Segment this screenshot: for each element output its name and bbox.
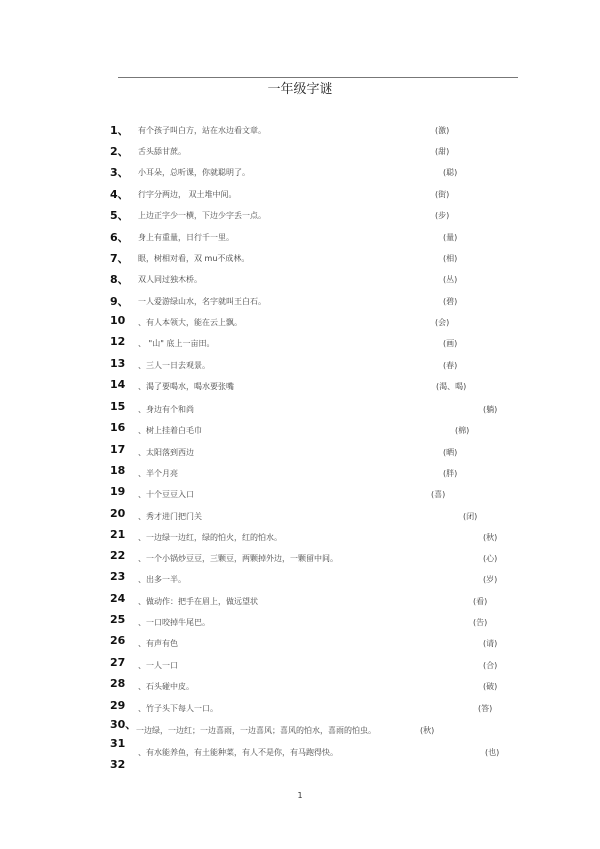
riddle-answer: (也) xyxy=(485,748,500,757)
riddle-row xyxy=(0,421,600,441)
riddle-row xyxy=(0,164,600,184)
riddle-text: 行字分两边， 双土堆中间。 xyxy=(138,190,237,199)
riddle-text: 、三人一日去观景。 xyxy=(138,361,210,370)
riddle-answer: (量) xyxy=(443,233,458,242)
riddle-number: 28 xyxy=(110,677,126,690)
riddle-text: 小耳朵，总听课，你就聪明了。 xyxy=(138,168,250,177)
riddle-number: 27 xyxy=(110,656,126,669)
riddle-answer: (秋) xyxy=(420,726,435,735)
riddle-row xyxy=(0,570,600,590)
riddle-row xyxy=(0,357,600,377)
riddle-text: 舌头舔甘蔗。 xyxy=(138,147,186,156)
riddle-answer: (请) xyxy=(483,639,498,648)
riddle-answer: (渴、喝) xyxy=(436,382,467,391)
riddle-row xyxy=(0,716,600,736)
riddle-text: 一边绿，一边红；一边喜雨，一边喜风；喜风的怕水，喜雨的怕虫。 xyxy=(136,726,376,735)
riddle-number: 6、 xyxy=(110,231,129,244)
riddle-text: 、出多一半。 xyxy=(138,575,186,584)
riddle-row xyxy=(0,186,600,206)
riddle-row xyxy=(0,592,600,612)
riddle-answer: (相) xyxy=(443,254,458,263)
riddle-text: 、有声有色 xyxy=(138,639,178,648)
riddle-answer: (岁) xyxy=(483,575,498,584)
page-number: 1 xyxy=(297,791,303,800)
riddle-row xyxy=(0,507,600,527)
riddle-text: 、十个豆豆入口 xyxy=(138,490,194,499)
riddle-number: 5、 xyxy=(110,209,129,222)
riddle-number: 14 xyxy=(110,378,126,391)
riddle-answer: (画) xyxy=(443,339,458,348)
riddle-number: 10 xyxy=(110,314,126,327)
riddle-row xyxy=(0,549,600,569)
page-title: 一年级字谜 xyxy=(267,82,333,97)
riddle-number: 25 xyxy=(110,613,126,626)
riddle-row xyxy=(0,250,600,270)
riddle-number: 7、 xyxy=(110,252,129,265)
riddle-number: 17 xyxy=(110,443,126,456)
riddle-number: 19 xyxy=(110,485,126,498)
riddle-answer: (街) xyxy=(435,190,450,199)
riddle-answer: (秋) xyxy=(483,533,498,542)
riddle-number: 13 xyxy=(110,357,126,370)
riddle-text: 、身边有个和尚 xyxy=(138,405,194,414)
riddle-text: 上边正字少一横，下边少字丢一点。 xyxy=(138,211,266,220)
riddle-number: 20 xyxy=(110,507,126,520)
riddle-answer: (晒) xyxy=(443,448,458,457)
riddle-text: 双人同过独木桥。 xyxy=(138,275,202,284)
riddle-row xyxy=(0,634,600,654)
riddle-answer: (躺) xyxy=(483,405,498,414)
riddle-number: 32 xyxy=(110,758,126,771)
riddle-text: 一人爱游绿山水，名字就叫王白石。 xyxy=(138,297,266,306)
riddle-row xyxy=(0,613,600,633)
riddle-row xyxy=(0,677,600,697)
riddle-answer: (聪) xyxy=(443,168,458,177)
riddle-text: 、半个月亮 xyxy=(138,469,178,478)
riddle-row xyxy=(0,758,600,778)
riddle-row xyxy=(0,443,600,463)
riddle-row xyxy=(0,335,600,355)
riddle-answer: (心) xyxy=(483,554,498,563)
riddle-row xyxy=(0,229,600,249)
riddle-answer: (棉) xyxy=(455,426,470,435)
riddle-answer: (告) xyxy=(473,618,488,627)
riddle-answer: (喜) xyxy=(431,490,446,499)
riddle-number: 26 xyxy=(110,634,126,647)
riddle-row xyxy=(0,737,600,757)
riddle-text: 、秀才进门把门关 xyxy=(138,512,202,521)
riddle-text: 眼，树相对看，双 mu不成林。 xyxy=(138,254,250,263)
riddle-answer: (春) xyxy=(443,361,458,370)
riddle-answer: (会) xyxy=(435,318,450,327)
riddle-number: 15 xyxy=(110,400,126,413)
riddle-number: 16 xyxy=(110,421,126,434)
riddle-text: 、做动作：把手在眉上，做远望状 xyxy=(138,597,258,606)
riddle-answer: (步) xyxy=(435,211,450,220)
riddle-answer: (丛) xyxy=(443,275,458,284)
riddle-text: 、树上挂着白毛巾 xyxy=(138,426,202,435)
riddle-row xyxy=(0,143,600,163)
riddle-number: 23 xyxy=(110,570,126,583)
riddle-text: 、有人本领大，能在云上飘。 xyxy=(138,318,242,327)
riddle-text: 、 "山" 底上一亩田。 xyxy=(138,339,215,348)
riddle-text: 、竹子头下每人一口。 xyxy=(138,704,218,713)
riddle-answer: (闭) xyxy=(463,512,478,521)
riddle-answer: (合) xyxy=(483,661,498,670)
riddle-text: 、一人一口 xyxy=(138,661,178,670)
riddle-row xyxy=(0,207,600,227)
riddle-row xyxy=(0,656,600,676)
riddle-row xyxy=(0,400,600,420)
riddle-row xyxy=(0,293,600,313)
riddle-number: 31 xyxy=(110,737,126,750)
riddle-answer: (破) xyxy=(483,682,498,691)
riddle-number: 29 xyxy=(110,699,126,712)
riddle-answer: (甜) xyxy=(435,147,450,156)
riddle-row xyxy=(0,464,600,484)
riddle-number: 22 xyxy=(110,549,126,562)
riddle-row xyxy=(0,528,600,548)
riddle-text: 、石头碰中皮。 xyxy=(138,682,194,691)
riddle-row xyxy=(0,314,600,334)
riddle-number: 4、 xyxy=(110,188,129,201)
riddle-number: 2、 xyxy=(110,145,129,158)
riddle-number: 1、 xyxy=(110,124,129,137)
riddle-number: 9、 xyxy=(110,295,129,308)
riddle-text: 身上有重量，日行千一里。 xyxy=(138,233,234,242)
riddle-row xyxy=(0,378,600,398)
riddle-text: 有个孩子叫白方，站在水边看文章。 xyxy=(138,126,266,135)
riddle-text: 、一边绿一边红，绿的怕火，红的怕水。 xyxy=(138,533,282,542)
riddle-answer: (激) xyxy=(435,126,450,135)
riddle-answer: (胖) xyxy=(443,469,458,478)
riddle-number: 21 xyxy=(110,528,126,541)
riddle-number: 3、 xyxy=(110,166,129,179)
riddle-text: 、一口咬掉牛尾巴。 xyxy=(138,618,210,627)
riddle-row xyxy=(0,485,600,505)
riddle-answer: (看) xyxy=(473,597,488,606)
riddle-text: 、一个小锅炒豆豆，三颗豆，两颗掉外边，一颗留中间。 xyxy=(138,554,338,563)
riddle-answer: (碧) xyxy=(443,297,458,306)
riddle-number: 30、 xyxy=(110,718,137,731)
riddle-text: 、太阳落到西边 xyxy=(138,448,194,457)
riddle-answer: (答) xyxy=(478,704,493,713)
riddle-text: 、渴了要喝水，喝水要张嘴 xyxy=(138,382,234,391)
riddle-number: 8、 xyxy=(110,273,129,286)
riddle-number: 18 xyxy=(110,464,126,477)
riddle-number: 24 xyxy=(110,592,126,605)
riddle-row xyxy=(0,271,600,291)
riddle-row xyxy=(0,122,600,142)
riddle-text: 、有水能养鱼，有土能种菜，有人不是你，有马跑得快。 xyxy=(138,748,338,757)
riddle-number: 12 xyxy=(110,335,126,348)
